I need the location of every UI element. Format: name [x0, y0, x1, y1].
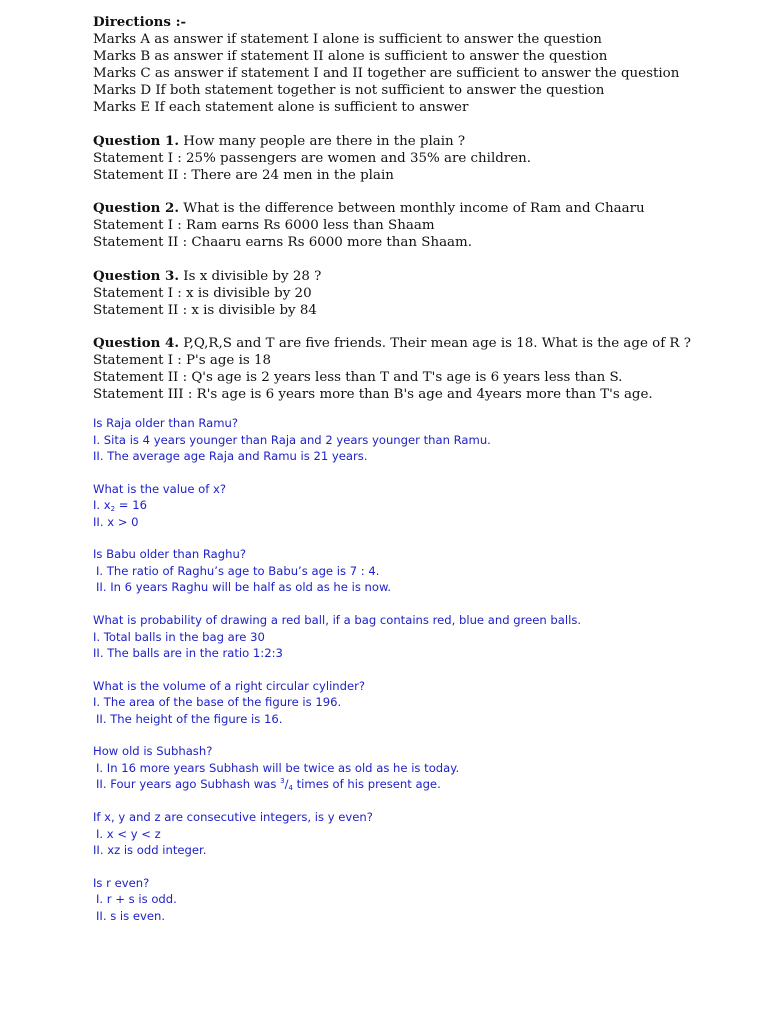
- statement-line: Statement I : 25% passengers are women and 35% are children.: [93, 150, 532, 166]
- question-label: Question 3.: [93, 267, 180, 284]
- statement-line: Statement I : x is divisible by 20: [93, 285, 312, 301]
- extra-statement: I. Total balls in the bag are 30: [93, 629, 265, 644]
- question-2-line: [93, 200, 753, 217]
- question-3-line: [93, 268, 753, 285]
- extra-question: What is the volume of a right circular cylinder?: [93, 678, 366, 693]
- question-1-line: [93, 133, 753, 150]
- extra-statement: II. The balls are in the ratio 1:2:3: [93, 646, 283, 661]
- question-text: What is the difference between monthly income of Ram and Chaaru: [179, 201, 645, 216]
- direction-line: Marks A as answer if statement I alone is sufficient to answer the question: [93, 32, 602, 47]
- extra-statement: I. The ratio of Raghu’s age to Babu’s age is 7 : 4.: [96, 563, 380, 578]
- extra-question: Is Babu older than Raghu?: [93, 547, 246, 562]
- extra-statement: I. x < y < z: [96, 826, 161, 841]
- extra-question: Is r even?: [93, 875, 150, 890]
- statement-line: Statement II : Q's age is 2 years less than T and T's age is 6 years less than S.: [93, 370, 623, 385]
- extra-statement: II. Four years ago Subhash was $^3/_4$ times of his present age.: [96, 777, 441, 793]
- statement-line: Statement I : Ram earns Rs 6000 less than Shaam: [93, 218, 435, 233]
- extra-question: What is the value of x?: [93, 481, 227, 496]
- extra-question: Is Raja older than Ramu?: [93, 416, 239, 430]
- question-label: Question 1.: [93, 132, 180, 149]
- extra-statement: I. In 16 more years Subhash will be twice as old as he is today.: [96, 760, 460, 775]
- extra-statement: I. Sita is 4 years younger than Raja and 2 years younger than Ramu.: [93, 432, 491, 447]
- question-text: How many people are there in the plain ?: [179, 133, 466, 149]
- extra-statement: II. In 6 years Raghu will be half as old as he is now.: [96, 580, 392, 595]
- extra-statement: II. The height of the figure is 16.: [96, 711, 283, 726]
- extra-question: If x, y and z are consecutive integers, is y even?: [93, 810, 373, 825]
- statement-line: Statement II : There are 24 men in the plain: [93, 167, 394, 183]
- direction-line: Marks E If each statement alone is sufficient to answer: [93, 100, 469, 115]
- extra-questions-section: [93, 415, 753, 924]
- statement-line: Statement II : x is divisible by 84: [93, 302, 317, 318]
- extra-statement: II. The average age Raja and Ramu is 21 years.: [93, 449, 368, 463]
- question-label: Question 2.: [93, 200, 180, 216]
- extra-statement: II. xz is odd integer.: [93, 843, 207, 858]
- statement-line: Statement III : R's age is 6 years more than B's age and 4years more than T's age.: [93, 387, 653, 402]
- question-4-line: [93, 335, 753, 352]
- question-label: Question 4.: [93, 335, 180, 351]
- question-text: Is x divisible by 28 ?: [179, 268, 322, 284]
- directions-title: Directions :-: [93, 14, 187, 30]
- direction-line: Marks C as answer if statement I and II together are sufficient to answer the question: [93, 66, 680, 81]
- extra-question: What is probability of drawing a red ball, if a bag contains red, blue and green balls.: [93, 613, 582, 628]
- extra-statement: I. $x_2 = 16$: [93, 498, 147, 514]
- extra-statement: II. x > 0: [93, 514, 139, 529]
- directions-section: [93, 14, 753, 403]
- extra-statement: I. r + s is odd.: [96, 892, 177, 907]
- document-page: [93, 14, 753, 924]
- direction-line: Marks D If both statement together is not sufficient to answer the question: [93, 83, 605, 98]
- statement-line: Statement II : Chaaru earns Rs 6000 more than Shaam.: [93, 235, 472, 250]
- statement-line: Statement I : P's age is 18: [93, 353, 272, 368]
- extra-statement: I. The area of the base of the figure is 196.: [93, 695, 342, 710]
- extra-question: How old is Subhash?: [93, 744, 213, 759]
- extra-statement: II. s is even.: [96, 908, 166, 923]
- question-text: P,Q,R,S and T are five friends. Their mean age is 18. What is the age of R ?: [179, 336, 691, 351]
- direction-line: Marks B as answer if statement II alone is sufficient to answer the question: [93, 49, 608, 64]
